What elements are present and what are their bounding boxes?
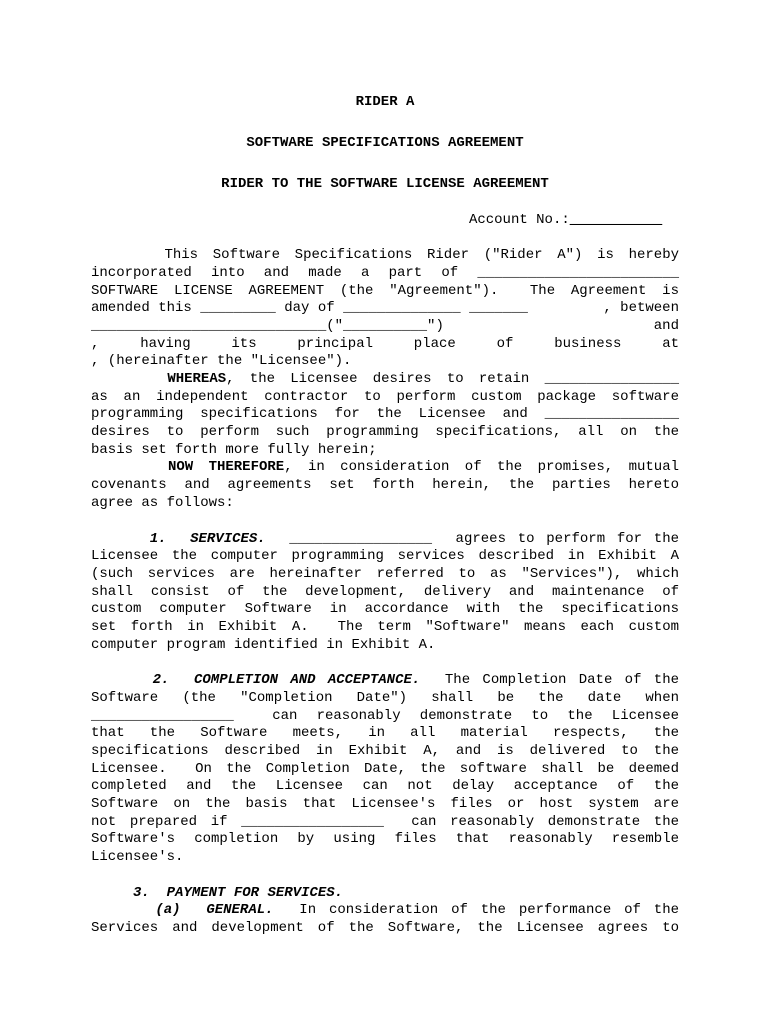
whereas-line: WHEREAS, the Licensee desires to retain ________________ (167, 371, 679, 387)
section-completion-line: completed and the Licensee can not delay acceptance of the (91, 778, 679, 794)
now-therefore-keyword: NOW THEREFORE (167, 459, 285, 475)
section-services-line: computer program identified in Exhibit A. (91, 637, 436, 653)
section-services-line: (such services are hereinafter referred to as "Services"), which (91, 566, 679, 582)
document-subtitle: SOFTWARE SPECIFICATIONS AGREEMENT (246, 135, 524, 151)
section-completion-line: Software on the basis that Licensee's files or host system are (91, 796, 679, 812)
intro-line: incorporated into and made a part of ________________________ (91, 265, 679, 281)
intro-line-dates: amended this _________ day of ______________ _______ , between (91, 300, 679, 316)
section-payment-heading: 3. PAYMENT FOR SERVICES. (133, 885, 344, 901)
section-payment-line: Services and development of the Software, the Licensee agrees to (91, 920, 679, 936)
now-therefore-line: NOW THEREFORE, in consideration of the promises, mutual (167, 459, 679, 475)
section-completion-line: Software's completion by using files that reasonably resemble (91, 831, 679, 847)
whereas-line: programming specifications for the Licensee and ________________ (91, 406, 679, 422)
section-completion-line: 2. COMPLETION AND ACCEPTANCE. The Completion Date of the (152, 672, 679, 688)
section-completion-line: specifications described in Exhibit A, and is delivered to the (91, 743, 679, 759)
whereas-line: as an independent contractor to perform custom package software (91, 389, 679, 405)
section-services-heading: 1. SERVICES. (149, 531, 266, 547)
section-completion-line: not prepared if _________________ can reasonably demonstrate the (91, 814, 679, 830)
intro-line: This Software Specifications Rider ("Rider A") is hereby (91, 247, 679, 263)
document-subtitle-rider: RIDER TO THE SOFTWARE LICENSE AGREEMENT (221, 176, 549, 192)
section-completion-heading: 2. COMPLETION AND ACCEPTANCE. (152, 672, 421, 688)
intro-line: SOFTWARE LICENSE AGREEMENT (the "Agreement"). The Agreement is (91, 283, 679, 299)
month-blank: ______________ (343, 300, 461, 316)
intro-line-parties: ____________________________("__________") and (91, 318, 679, 334)
section-payment-heading-line (91, 884, 679, 902)
party-blank: ____________________________("__________") (91, 318, 444, 334)
section-services-line: set forth in Exhibit A. The term "Software" means each custom (91, 619, 679, 635)
intro-line-address: , having its principal place of business at (91, 336, 679, 352)
year-blank: _______ (460, 300, 528, 316)
day-blank: _________ (200, 300, 276, 316)
section-completion-line: Licensee. On the Completion Date, the software shall be deemed (91, 761, 679, 777)
whereas-line: basis set forth more fully herein; (91, 442, 377, 458)
whereas-line: desires to perform such programming specifications, all on the (91, 424, 679, 440)
intro-line: , (hereinafter the "Licensee"). (91, 353, 352, 369)
document-title: RIDER A (355, 94, 415, 110)
section-services-line: Licensee the computer programming services described in Exhibit A (91, 548, 679, 564)
section-completion-line: Software (the "Completion Date") shall be the date when (91, 690, 679, 706)
account-number (91, 211, 679, 229)
section-completion-line: _________________ can reasonably demonstrate to the Licensee (91, 708, 679, 724)
section-completion-line: that the Software meets, in all material respects, the (91, 725, 679, 741)
section-payment-subheading: (a) GENERAL. (155, 902, 274, 918)
section-completion-line: Licensee's. (91, 849, 184, 865)
section-services-line: custom computer Software in accordance with the specifications (91, 601, 679, 617)
section-services-line: 1. SERVICES. _________________ agrees to perform for the (149, 531, 680, 547)
section-services-line: shall consist of the development, delivery and maintenance of (91, 584, 679, 600)
account-label: Account No.: (468, 212, 570, 228)
now-therefore-line: agree as follows: (91, 495, 234, 511)
account-number-blank: ___________ (569, 212, 663, 228)
now-therefore-line: covenants and agreements set forth herein, the parties hereto (91, 477, 679, 493)
section-payment-line: (a) GENERAL. In consideration of the performance of the (155, 902, 679, 918)
whereas-keyword: WHEREAS (167, 371, 227, 387)
